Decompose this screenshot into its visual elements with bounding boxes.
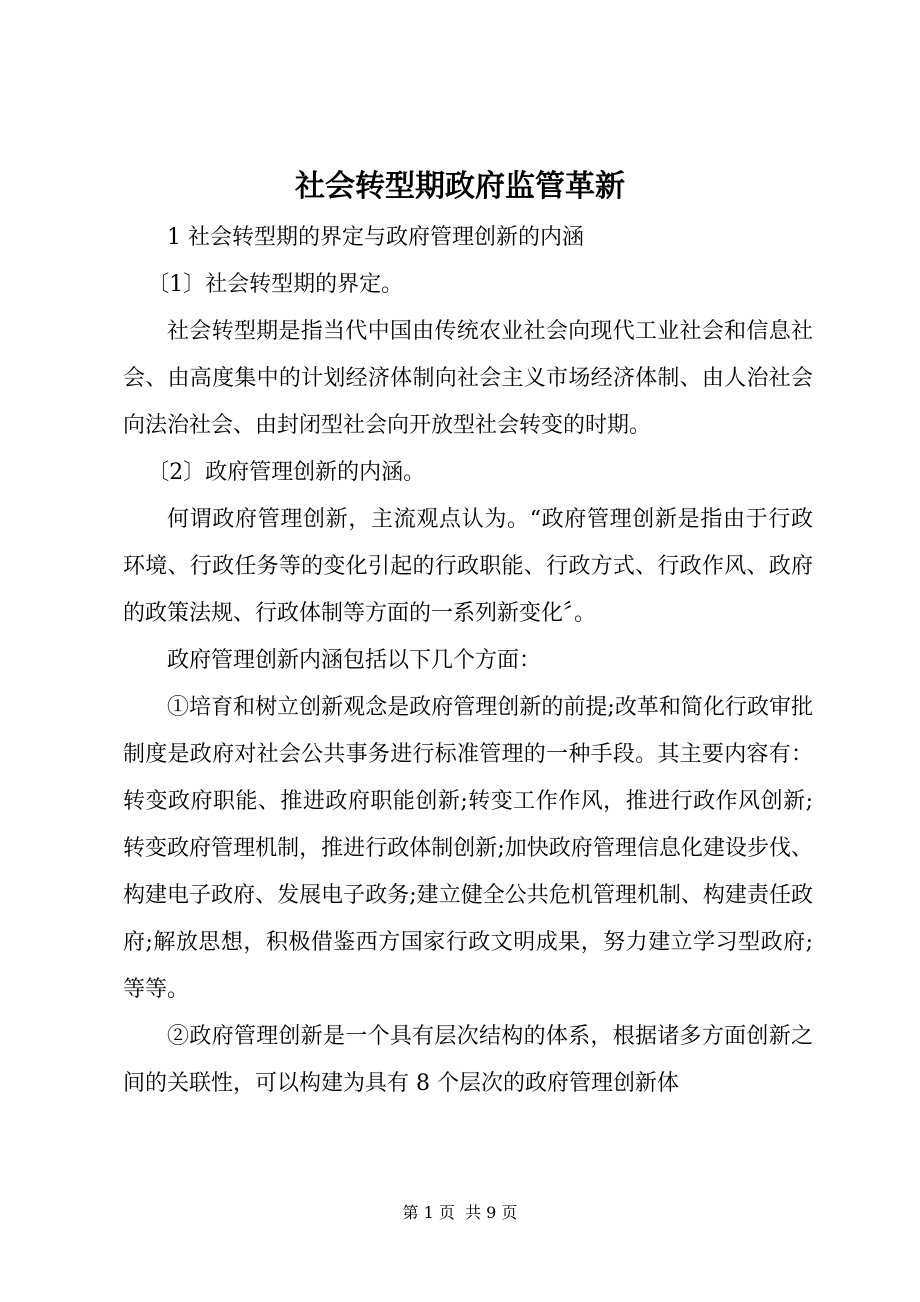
subsection-heading: 〔2〕政府管理创新的内涵。 [147, 460, 426, 485]
subsection-heading: 〔1〕社会转型期的界定。 [147, 272, 404, 297]
paragraph: ①培育和树立创新观念是政府管理创新的前提;改革和简化行政审批制度是政府对社会公共事务进行标准管理的一种手段。其主要内容有：转变政府职能、推进政府职能创新;转变工作作风，推进行政作风创新;转变政府管理机制，推进行政体制创新;加快政府管理信息化建设步伐、构建电子政府、发展电子政务;建立健全公共危机管理机制、构建责任政府;解放思想，积极借鉴西方国家行政文明成果，努力建立学习型政府;等等。 [123, 695, 813, 1002]
paragraph: 政府管理创新内涵包括以下几个方面： [167, 648, 542, 673]
page-footer [0, 1198, 920, 1228]
document-body [123, 214, 813, 1107]
paragraph: 何谓政府管理创新，主流观点认为。“政府管理创新是指由于行政环境、行政任务等的变化引起的行政职能、行政方式、行政作风、政府的政策法规、行政体制等方面的一系列新变化〞。 [123, 507, 813, 626]
page-number: 第 1 页 共 9 页 [402, 1203, 518, 1222]
paragraph: ②政府管理创新是一个具有层次结构的体系，根据诸多方面创新之间的关联性，可以构建为具有 8 个层次的政府管理创新体 [123, 1024, 813, 1096]
document-title: 社会转型期政府监管革新 [295, 169, 625, 204]
section-heading: 1 社会转型期的界定与政府管理创新的内涵 [167, 225, 584, 250]
paragraph: 社会转型期是指当代中国由传统农业社会向现代工业社会和信息社会、由高度集中的计划经济体制向社会主义市场经济体制、由人治社会向法治社会、由封闭型社会向开放型社会转变的时期。 [123, 319, 813, 438]
